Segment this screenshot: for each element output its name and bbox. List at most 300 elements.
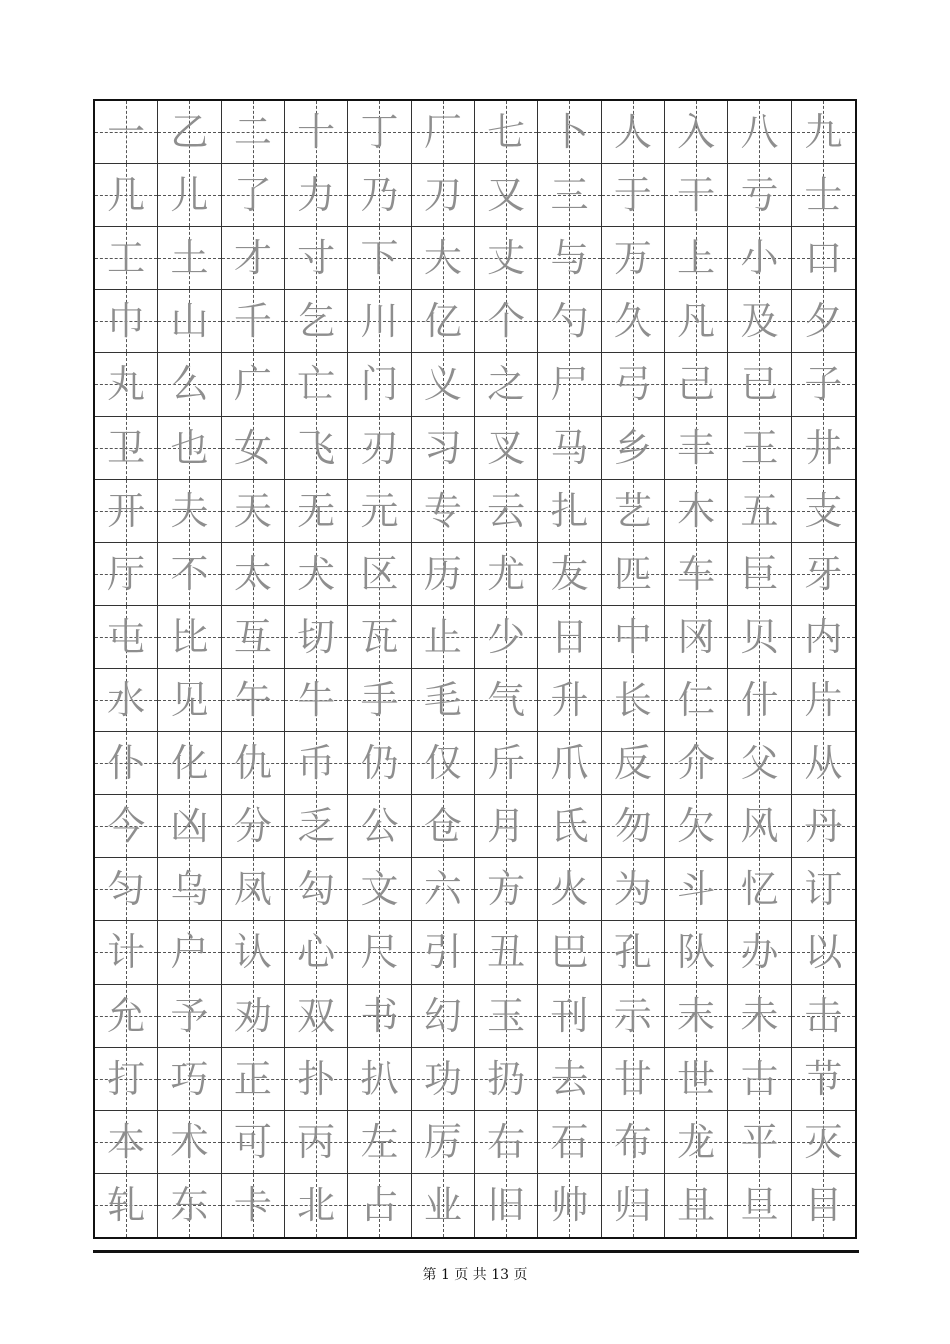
grid-cell	[665, 1174, 728, 1237]
practice-character: 三	[550, 173, 589, 218]
practice-character: 叉	[487, 425, 526, 470]
practice-character: 勾	[297, 867, 336, 912]
grid-cell	[222, 1048, 285, 1111]
practice-character: 仅	[423, 741, 462, 786]
practice-character: 扒	[360, 1056, 399, 1101]
grid-cell	[665, 858, 728, 921]
practice-character: 办	[740, 930, 779, 975]
practice-character: 卜	[550, 110, 589, 155]
grid-cell	[728, 543, 791, 606]
practice-character: 寸	[297, 236, 336, 281]
page-footer: 第 1 页 共 13 页	[422, 1267, 528, 1283]
grid-cell	[95, 1048, 158, 1111]
practice-character: 为	[613, 867, 652, 912]
grid-cell	[728, 290, 791, 353]
practice-character: 卫	[107, 425, 146, 470]
grid-cell	[222, 858, 285, 921]
character-grid	[95, 101, 855, 1237]
grid-cell	[95, 669, 158, 732]
grid-cell	[285, 543, 348, 606]
grid-cell	[222, 353, 285, 416]
practice-character: 手	[360, 678, 399, 723]
grid-cell	[412, 795, 475, 858]
grid-cell	[475, 1048, 538, 1111]
grid-cell	[158, 480, 221, 543]
grid-cell	[475, 985, 538, 1048]
practice-character: 去	[550, 1056, 589, 1101]
practice-character: 艺	[613, 488, 652, 533]
grid-cell	[348, 227, 411, 290]
grid-cell	[665, 985, 728, 1048]
grid-cell	[285, 985, 348, 1048]
practice-character: 允	[107, 993, 146, 1038]
grid-cell	[222, 480, 285, 543]
practice-character: 龙	[677, 1119, 716, 1164]
practice-character: 工	[107, 236, 146, 281]
practice-character: 升	[550, 678, 589, 723]
practice-character: 队	[677, 930, 716, 975]
grid-cell	[348, 480, 411, 543]
grid-cell	[158, 353, 221, 416]
practice-character: 订	[804, 867, 843, 912]
grid-cell	[475, 1111, 538, 1174]
practice-character: 且	[677, 1183, 716, 1228]
practice-character: 世	[677, 1056, 716, 1101]
grid-cell	[95, 1174, 158, 1237]
grid-cell	[95, 985, 158, 1048]
practice-character: 月	[487, 804, 526, 849]
practice-character: 丙	[297, 1119, 336, 1164]
practice-character: 开	[107, 488, 146, 533]
practice-character: 灭	[804, 1119, 843, 1164]
grid-cell	[538, 227, 601, 290]
practice-character: 予	[170, 993, 209, 1038]
practice-character: 丰	[677, 425, 716, 470]
grid-cell	[348, 101, 411, 164]
practice-character: 方	[487, 867, 526, 912]
grid-cell	[95, 417, 158, 480]
practice-character: 帅	[550, 1183, 589, 1228]
grid-cell	[728, 353, 791, 416]
grid-cell	[602, 985, 665, 1048]
practice-character: 上	[677, 236, 716, 281]
grid-cell	[602, 732, 665, 795]
grid-cell	[602, 290, 665, 353]
grid-cell	[412, 227, 475, 290]
practice-character: 山	[170, 299, 209, 344]
practice-character: 日	[550, 614, 589, 659]
practice-character: 犬	[297, 551, 336, 596]
practice-character: 友	[550, 551, 589, 596]
practice-character: 女	[233, 425, 272, 470]
grid-cell	[728, 985, 791, 1048]
practice-character: 儿	[170, 173, 209, 218]
practice-character: 欠	[677, 804, 716, 849]
practice-character: 厂	[423, 110, 462, 155]
grid-cell	[158, 227, 221, 290]
grid-cell	[95, 290, 158, 353]
practice-character: 几	[107, 173, 146, 218]
practice-character: 之	[487, 362, 526, 407]
practice-character: 干	[677, 173, 716, 218]
practice-character: 太	[233, 551, 272, 596]
practice-character: 士	[804, 173, 843, 218]
grid-cell	[222, 227, 285, 290]
grid-cell	[602, 543, 665, 606]
grid-cell	[158, 795, 221, 858]
practice-character: 旧	[487, 1183, 526, 1228]
practice-character: 元	[360, 488, 399, 533]
grid-cell	[95, 101, 158, 164]
grid-cell	[538, 669, 601, 732]
grid-cell	[475, 164, 538, 227]
practice-character: 气	[487, 678, 526, 723]
practice-character: 心	[297, 930, 336, 975]
grid-cell	[158, 101, 221, 164]
practice-character: 贝	[740, 614, 779, 659]
practice-character: 从	[804, 741, 843, 786]
grid-cell	[95, 353, 158, 416]
grid-cell	[792, 858, 855, 921]
grid-cell	[285, 227, 348, 290]
practice-character: 引	[423, 930, 462, 975]
grid-cell	[538, 858, 601, 921]
practice-character: 户	[170, 930, 209, 975]
grid-cell	[412, 353, 475, 416]
practice-character: 牙	[804, 551, 843, 596]
practice-character: 斗	[677, 867, 716, 912]
practice-character: 左	[360, 1119, 399, 1164]
grid-cell	[665, 921, 728, 984]
grid-cell	[602, 480, 665, 543]
practice-character: 丸	[107, 362, 146, 407]
grid-cell	[412, 985, 475, 1048]
practice-character: 仍	[360, 741, 399, 786]
practice-character: 卡	[233, 1183, 272, 1228]
practice-character: 人	[613, 110, 652, 155]
grid-cell	[222, 985, 285, 1048]
grid-cell	[158, 921, 221, 984]
grid-cell	[412, 669, 475, 732]
grid-cell	[665, 227, 728, 290]
practice-character: 刊	[550, 993, 589, 1038]
grid-cell	[792, 417, 855, 480]
practice-character: 才	[233, 236, 272, 281]
practice-character: 反	[613, 741, 652, 786]
practice-character: 亡	[297, 362, 336, 407]
practice-character: 乌	[170, 867, 209, 912]
practice-character: 冈	[677, 614, 716, 659]
grid-cell	[285, 1048, 348, 1111]
grid-cell	[412, 921, 475, 984]
grid-cell	[95, 164, 158, 227]
practice-character: 未	[740, 993, 779, 1038]
grid-cell	[728, 795, 791, 858]
practice-character: 幻	[423, 993, 462, 1038]
grid-cell	[285, 164, 348, 227]
practice-character: 文	[360, 867, 399, 912]
grid-cell	[665, 669, 728, 732]
practice-character: 无	[297, 488, 336, 533]
grid-cell	[792, 1174, 855, 1237]
practice-character: 大	[423, 236, 462, 281]
practice-character: 古	[740, 1056, 779, 1101]
practice-character: 凡	[677, 299, 716, 344]
grid-cell	[348, 921, 411, 984]
practice-character: 归	[613, 1183, 652, 1228]
practice-character: 本	[107, 1119, 146, 1164]
practice-character: 丈	[487, 236, 526, 281]
practice-character: 刃	[360, 425, 399, 470]
practice-character: 可	[233, 1119, 272, 1164]
grid-cell	[222, 1111, 285, 1174]
practice-character: 分	[233, 804, 272, 849]
grid-cell	[538, 1174, 601, 1237]
practice-character: 尤	[487, 551, 526, 596]
practice-character: 九	[804, 110, 843, 155]
practice-character: 示	[613, 993, 652, 1038]
grid-cell	[285, 417, 348, 480]
grid-cell	[348, 669, 411, 732]
grid-cell	[412, 732, 475, 795]
grid-cell	[222, 164, 285, 227]
practice-character: 力	[297, 173, 336, 218]
grid-cell	[538, 921, 601, 984]
grid-cell	[792, 353, 855, 416]
practice-character: 与	[550, 236, 589, 281]
grid-cell	[158, 985, 221, 1048]
grid-cell	[665, 606, 728, 669]
practice-character: 玉	[487, 993, 526, 1038]
practice-character: 丑	[487, 930, 526, 975]
practice-character: 以	[804, 930, 843, 975]
grid-cell	[475, 417, 538, 480]
grid-cell	[665, 543, 728, 606]
grid-cell	[792, 1111, 855, 1174]
practice-character: 比	[170, 614, 209, 659]
grid-cell	[95, 606, 158, 669]
grid-cell	[602, 795, 665, 858]
practice-character: 及	[740, 299, 779, 344]
practice-character: 已	[740, 362, 779, 407]
practice-character: 末	[677, 993, 716, 1038]
practice-character: 忆	[740, 867, 779, 912]
grid-cell	[412, 480, 475, 543]
grid-cell	[285, 795, 348, 858]
grid-cell	[728, 606, 791, 669]
practice-character: 厅	[107, 551, 146, 596]
grid-cell	[475, 921, 538, 984]
practice-character: 凤	[233, 867, 272, 912]
practice-character: 六	[423, 867, 462, 912]
grid-cell	[348, 1111, 411, 1174]
practice-character: 丹	[804, 804, 843, 849]
practice-character: 尸	[550, 362, 589, 407]
grid-cell	[728, 101, 791, 164]
practice-character: 互	[233, 614, 272, 659]
grid-cell	[348, 985, 411, 1048]
grid-cell	[538, 1111, 601, 1174]
practice-character: 二	[233, 110, 272, 155]
practice-character: 仓	[423, 804, 462, 849]
grid-cell	[475, 543, 538, 606]
grid-cell	[602, 858, 665, 921]
practice-character: 扔	[487, 1056, 526, 1101]
practice-character: 尺	[360, 930, 399, 975]
grid-cell	[285, 1174, 348, 1237]
practice-character: 了	[233, 173, 272, 218]
practice-character: 孔	[613, 930, 652, 975]
grid-cell	[665, 732, 728, 795]
grid-cell	[285, 732, 348, 795]
grid-cell	[348, 417, 411, 480]
practice-character: 打	[107, 1056, 146, 1101]
practice-character: 火	[550, 867, 589, 912]
grid-cell	[95, 480, 158, 543]
footer-rule	[93, 1250, 859, 1253]
practice-character: 十	[297, 110, 336, 155]
grid-cell	[665, 1111, 728, 1174]
practice-character: 天	[233, 488, 272, 533]
grid-cell	[412, 1111, 475, 1174]
practice-character: 仆	[107, 741, 146, 786]
grid-cell	[602, 1048, 665, 1111]
grid-cell	[158, 606, 221, 669]
grid-cell	[348, 606, 411, 669]
practice-character: 内	[804, 614, 843, 659]
grid-cell	[348, 858, 411, 921]
grid-cell	[792, 543, 855, 606]
grid-cell	[158, 669, 221, 732]
grid-cell	[285, 669, 348, 732]
grid-cell	[792, 101, 855, 164]
grid-cell	[792, 1048, 855, 1111]
grid-cell	[792, 921, 855, 984]
practice-character: 功	[423, 1056, 462, 1101]
grid-cell	[412, 417, 475, 480]
practice-character: 占	[360, 1183, 399, 1228]
practice-character: 巨	[740, 551, 779, 596]
practice-character: 千	[233, 299, 272, 344]
practice-character: 马	[550, 425, 589, 470]
practice-character: 下	[360, 236, 399, 281]
grid-cell	[222, 732, 285, 795]
grid-cell	[728, 227, 791, 290]
practice-character: 乞	[297, 299, 336, 344]
grid-cell	[158, 290, 221, 353]
practice-character: 什	[740, 678, 779, 723]
practice-character: 长	[613, 678, 652, 723]
practice-character: 认	[233, 930, 272, 975]
grid-cell	[538, 290, 601, 353]
practice-character: 习	[423, 425, 462, 470]
grid-cell	[222, 543, 285, 606]
grid-cell	[158, 1111, 221, 1174]
practice-character: 劝	[233, 993, 272, 1038]
practice-character: 正	[233, 1056, 272, 1101]
practice-character: 己	[677, 362, 716, 407]
grid-cell	[158, 164, 221, 227]
grid-cell	[538, 101, 601, 164]
practice-character: 匀	[107, 867, 146, 912]
grid-cell	[602, 164, 665, 227]
practice-character: 土	[170, 236, 209, 281]
practice-character: 广	[233, 362, 272, 407]
practice-character: 巴	[550, 930, 589, 975]
grid-cell	[792, 985, 855, 1048]
practice-character: 区	[360, 551, 399, 596]
practice-character: 旦	[740, 1183, 779, 1228]
grid-cell	[222, 1174, 285, 1237]
grid-cell	[665, 480, 728, 543]
practice-character: 云	[487, 488, 526, 533]
grid-cell	[412, 164, 475, 227]
grid-cell	[538, 543, 601, 606]
grid-cell	[412, 290, 475, 353]
practice-character: 巧	[170, 1056, 209, 1101]
grid-cell	[285, 1111, 348, 1174]
practice-character: 切	[297, 614, 336, 659]
grid-cell	[728, 732, 791, 795]
practice-character: 厉	[423, 1119, 462, 1164]
grid-cell	[665, 353, 728, 416]
practice-character: 乙	[170, 110, 209, 155]
practice-character: 入	[677, 110, 716, 155]
grid-cell	[728, 1111, 791, 1174]
practice-character: 牛	[297, 678, 336, 723]
practice-character: 七	[487, 110, 526, 155]
practice-character: 子	[804, 362, 843, 407]
grid-cell	[538, 732, 601, 795]
practice-character: 化	[170, 741, 209, 786]
grid-cell	[475, 1174, 538, 1237]
grid-cell	[222, 290, 285, 353]
practice-character: 万	[613, 236, 652, 281]
practice-character: 专	[423, 488, 462, 533]
grid-cell	[728, 480, 791, 543]
practice-character: 少	[487, 614, 526, 659]
grid-cell	[285, 858, 348, 921]
practice-character: 亏	[740, 173, 779, 218]
practice-character: 氏	[550, 804, 589, 849]
grid-cell	[158, 732, 221, 795]
grid-cell	[475, 669, 538, 732]
grid-cell	[95, 921, 158, 984]
grid-cell	[728, 164, 791, 227]
practice-character: 东	[170, 1183, 209, 1228]
grid-cell	[348, 795, 411, 858]
grid-cell	[538, 985, 601, 1048]
practice-character: 夕	[804, 299, 843, 344]
grid-cell	[602, 353, 665, 416]
practice-character: 术	[170, 1119, 209, 1164]
practice-character: 车	[677, 551, 716, 596]
practice-character: 个	[487, 299, 526, 344]
grid-cell	[538, 353, 601, 416]
grid-cell	[792, 164, 855, 227]
grid-cell	[285, 921, 348, 984]
practice-character: 毛	[423, 678, 462, 723]
grid-cell	[792, 290, 855, 353]
grid-cell	[602, 669, 665, 732]
practice-character: 平	[740, 1119, 779, 1164]
practice-character: 书	[360, 993, 399, 1038]
grid-cell	[792, 795, 855, 858]
practice-character: 匹	[613, 551, 652, 596]
grid-cell	[285, 353, 348, 416]
practice-character: 水	[107, 678, 146, 723]
grid-cell	[602, 1174, 665, 1237]
